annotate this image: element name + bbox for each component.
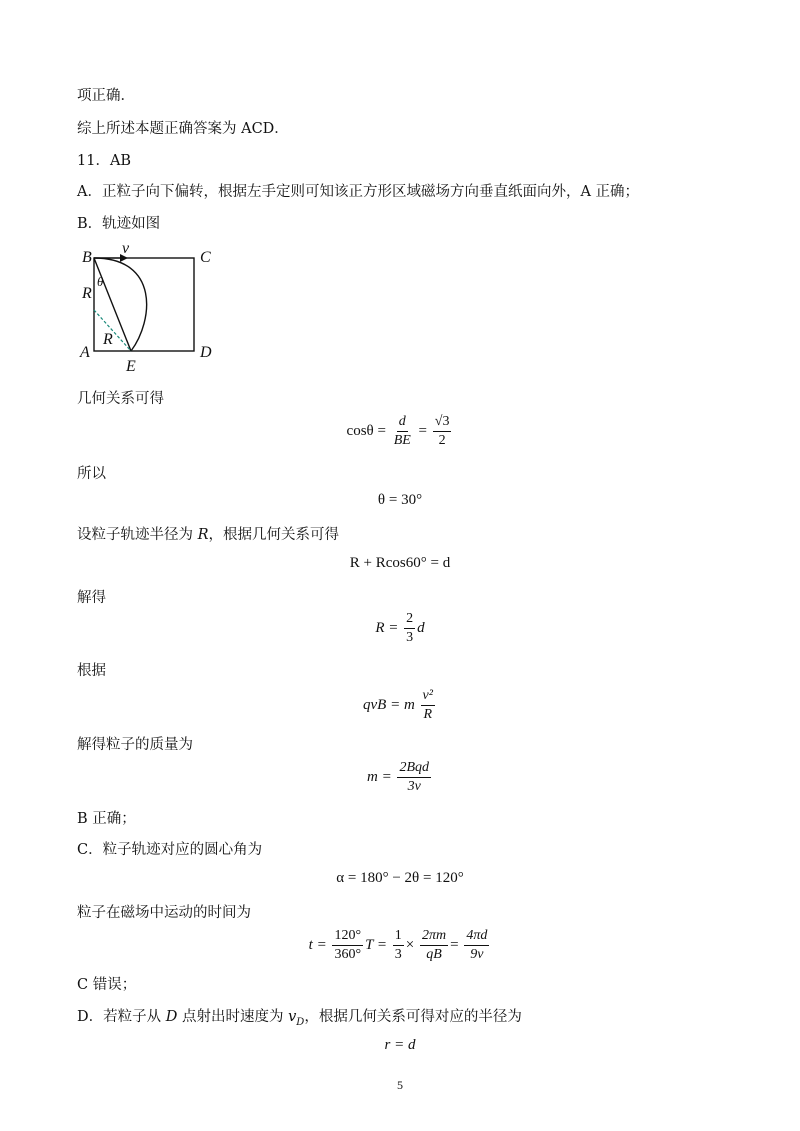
text-line: 粒子在磁场中运动的时间为 [77, 905, 251, 921]
equation-central-angle: α = 180° − 2θ = 120° [336, 870, 464, 886]
text-line: 解得粒子的质量为 [77, 737, 193, 753]
equation-r-equals-d: r = d [384, 1037, 416, 1053]
option-b-text: B．轨迹如图 [77, 216, 161, 232]
label-b: B [82, 249, 92, 266]
label-a: A [80, 344, 90, 361]
text-line: 几何关系可得 [77, 391, 164, 407]
text-line: 综上所述本题正确答案为 ACD． [77, 121, 289, 137]
option-d-text: D．若粒子从 D 点射出时速度为 $v_D$，根据几何关系可得对应的半径为 [77, 1009, 522, 1028]
text-line: B 正确； [77, 811, 136, 827]
equation-cos-theta: cosθ = $\frac{d}{BE}$ = $\frac{√3}{2}$ [346, 414, 450, 449]
label-r-left: R [82, 285, 92, 302]
option-c-text: C．粒子轨迹对应的圆心角为 [77, 842, 263, 858]
equation-theta-value: θ = 30° [377, 492, 423, 508]
text-line: 设粒子轨迹半径为 R，根据几何关系可得 [77, 527, 340, 543]
text-line: C 错误； [77, 977, 137, 993]
equation-radius-relation: R + Rcos60° = d [349, 555, 451, 571]
equation-lorentz: qvB = m $\frac{\text{v²}}{R}$ [363, 688, 433, 723]
question-header: 11．AB [77, 153, 132, 169]
page-number: 5 [397, 1078, 403, 1092]
trajectory-arc [94, 258, 147, 351]
label-d: D [200, 344, 212, 361]
equation-radius-value: R = $\frac{2}{3}$ d [375, 611, 425, 646]
equation-mass: m = $\frac{\text{2Bqd}}{3v}$ [366, 760, 430, 795]
option-a-text: A．正粒子向下偏转，根据左手定则可知该正方形区域磁场方向垂直纸面向外，A 正确； [77, 184, 640, 200]
text-line: 项正确． [77, 88, 135, 104]
label-v: v [122, 240, 130, 257]
label-theta: θ [97, 274, 104, 289]
label-c: C [200, 249, 211, 266]
label-r-bottom: R [103, 331, 113, 348]
trajectory-figure [74, 240, 244, 375]
equation-time: t = $\frac{120^\circ}{360^\circ}$ T = $\frac{1}{3}$ × $\frac{2\pi m}{qB}$ = $\frac{4\pi d}{9v}$ [308, 928, 488, 963]
text-line: 根据 [77, 663, 106, 679]
label-e: E [126, 358, 136, 375]
text-line: 所以 [77, 466, 106, 482]
text-line: 解得 [77, 590, 106, 606]
